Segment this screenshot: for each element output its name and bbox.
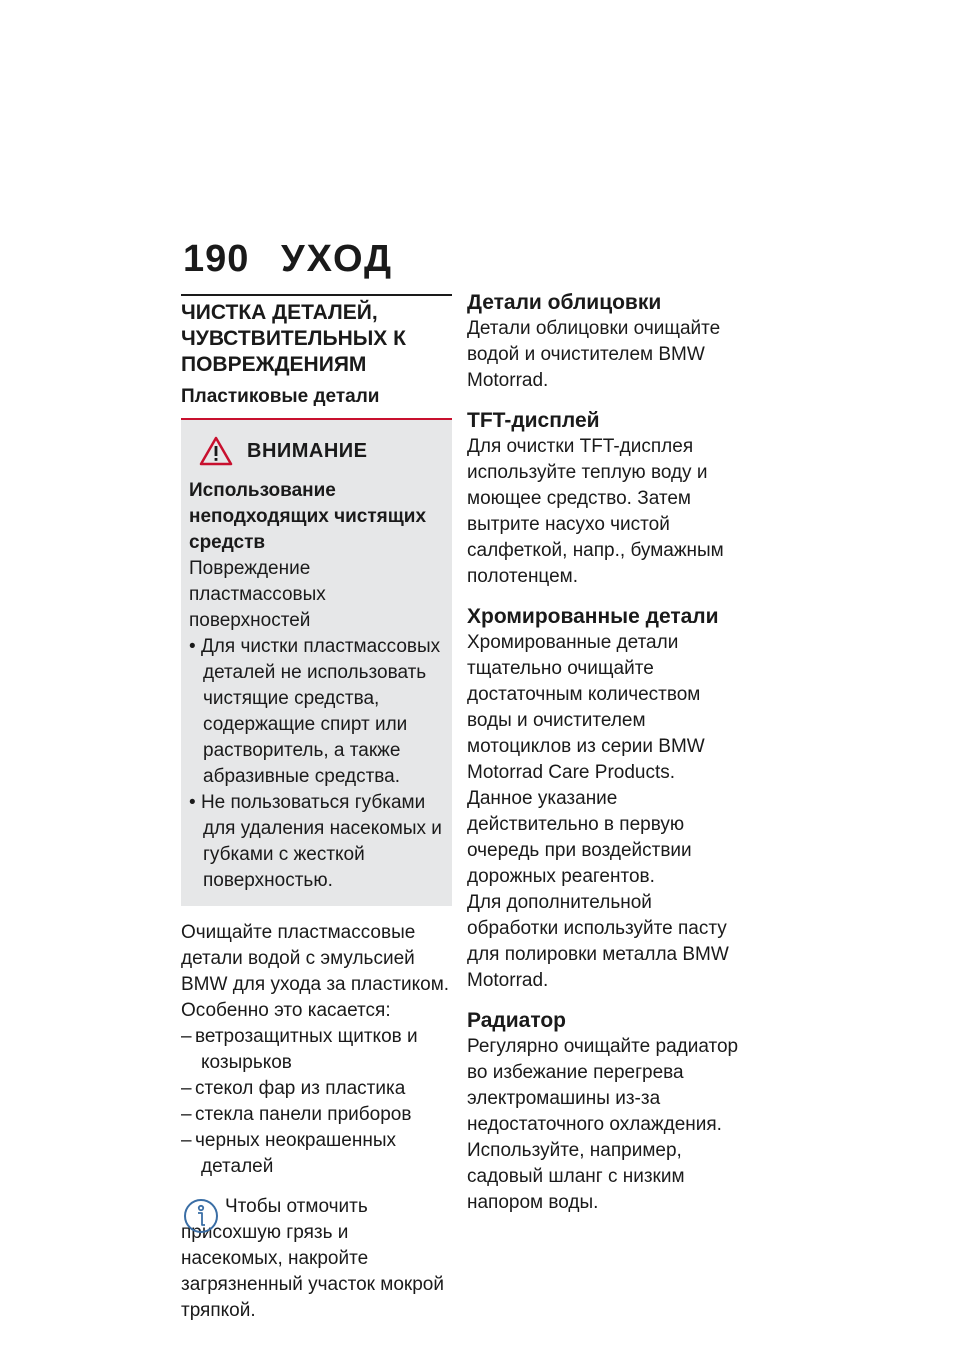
info-note: [181, 1194, 452, 1324]
warning-header: [189, 436, 444, 466]
section-heading: Хромированные детали: [467, 605, 719, 628]
body-text: Очищайте пластмассовые детали водой с эмульсией BMW для ухода за пластиком. Особенно это касается:: [181, 922, 450, 1021]
list-item: • Для чистки пластмассовых деталей не использовать чистящие средства, содержащие спирт или растворитель, а также абразивные средства.: [189, 634, 444, 790]
list-item: • Не пользоваться губками для удаления насекомых и губками с жесткой поверхностью.: [189, 790, 444, 894]
section-text: Хромированные детали тщательно очищайте достаточным количеством воды и очистителем мотоциклов из серии BMW Motorrad Care Products.: [467, 632, 705, 783]
section-radiator: [467, 1008, 739, 1216]
section-text: Регулярно очищайте радиатор во избежание перегрева электромашины из-за недостаточного охлаждения.: [467, 1036, 739, 1135]
section-title: ЧИСТКА ДЕТАЛЕЙ, ЧУВСТВИТЕЛЬНЫХ К ПОВРЕЖДЕНИЯМ: [181, 301, 406, 376]
chapter-title: УХОД: [281, 238, 394, 280]
right-column: [467, 290, 739, 1230]
page-header: [183, 238, 393, 281]
dash-list: [181, 1024, 452, 1180]
page-number: 190: [183, 238, 250, 280]
section-trim: [467, 290, 739, 394]
subsection-title: Пластиковые детали: [181, 386, 380, 407]
warning-bullets: [189, 634, 444, 894]
list-item: – стекла панели приборов: [181, 1102, 452, 1128]
section-heading: Радиатор: [467, 1009, 566, 1032]
warning-triangle-icon: [199, 436, 233, 466]
left-column: [181, 294, 452, 1324]
warning-label: ВНИМАНИЕ: [247, 439, 368, 462]
section-text: Данное указание действительно в первую очередь при воздействии дорожных реагентов.: [467, 788, 692, 887]
list-item: – ветрозащитных щитков и козырьков: [181, 1024, 452, 1076]
warning-text: Повреждение пластмассовых поверхностей: [189, 558, 326, 631]
section-heading: Детали облицовки: [467, 291, 662, 314]
section-text: Детали облицовки очищайте водой и очистителем BMW Motorrad.: [467, 318, 721, 391]
section-tft: [467, 408, 739, 590]
section-text: Для дополнительной обработки используйте пасту для полировки металла BMW Motorrad.: [467, 892, 729, 991]
list-item: – стекол фар из пластика: [181, 1076, 452, 1102]
section-rule: [181, 294, 452, 296]
section-chrome: [467, 604, 739, 994]
warning-box: [181, 420, 452, 906]
section-text: Используйте, например, садовый шланг с низким напором воды.: [467, 1140, 685, 1213]
info-icon: [183, 1198, 219, 1234]
section-text: Для очистки TFT-дисплея используйте теплую воду и моющее средство. Затем вытрите насухо чистой салфеткой, напр., бумажным полотенцем.: [467, 436, 724, 587]
info-text: Чтобы отмочить присохшую грязь и насекомых, накройте загрязненный участок мокрой тряпкой.: [181, 1196, 444, 1321]
warning-title: Использование неподходящих чистящих средств: [189, 480, 427, 553]
list-item: – черных неокрашенных деталей: [181, 1128, 452, 1180]
section-heading: TFT-дисплей: [467, 409, 600, 432]
